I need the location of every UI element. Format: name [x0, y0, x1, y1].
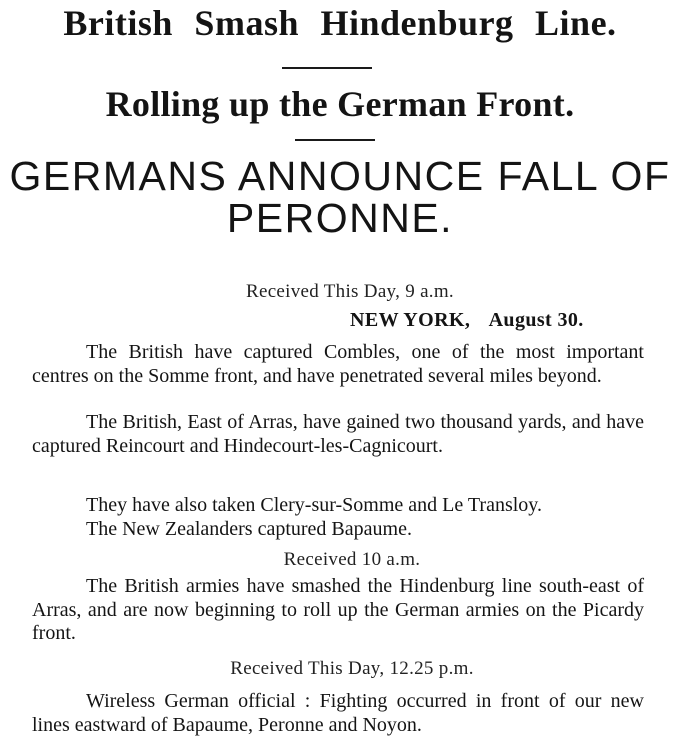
headline-banner: GERMANS ANNOUNCE FALL OF PERONNE. [9, 153, 671, 241]
paragraph-text: Wireless German official : Fighting occurred in front of our new lines eastward of Bapaume, Peronne and Noyon. [32, 690, 644, 736]
article-paragraph [32, 690, 644, 737]
article-paragraph [32, 494, 644, 518]
dateline [350, 309, 584, 332]
divider-rule [282, 67, 372, 69]
received-line: Received This Day, 9 a.m. [245, 281, 454, 302]
received-line: Received 10 a.m. [283, 549, 421, 570]
dateline-city: NEW YORK, [350, 309, 471, 331]
received-line: Received This Day, 12.25 p.m. [230, 658, 474, 679]
article-paragraph [32, 575, 644, 646]
article-paragraph [32, 341, 644, 388]
paragraph-text: The British have captured Combles, one of the most important centres on the Somme front, and have penetrated several miles beyond. [32, 341, 644, 387]
paragraph-text: The New Zealanders captured Bapaume. [86, 518, 412, 540]
paragraph-text: They have also taken Clery-sur-Somme and Le Transloy. [86, 494, 542, 516]
paragraph-text: The British armies have smashed the Hindenburg line south-east of Arras, and are now beginning to roll up the German armies on the Picardy front. [32, 575, 644, 644]
paragraph-text: The British, East of Arras, have gained two thousand yards, and have captured Reincourt and Hindecourt-les-Cagnicourt. [32, 411, 644, 457]
headline-secondary: Rolling up the German Front. [105, 84, 575, 124]
headline-main: British Smash Hindenburg Line. [63, 3, 617, 43]
dateline-date: August 30. [488, 309, 584, 331]
divider-rule [295, 139, 375, 141]
article-paragraph [32, 518, 644, 542]
article-paragraph [32, 411, 644, 458]
